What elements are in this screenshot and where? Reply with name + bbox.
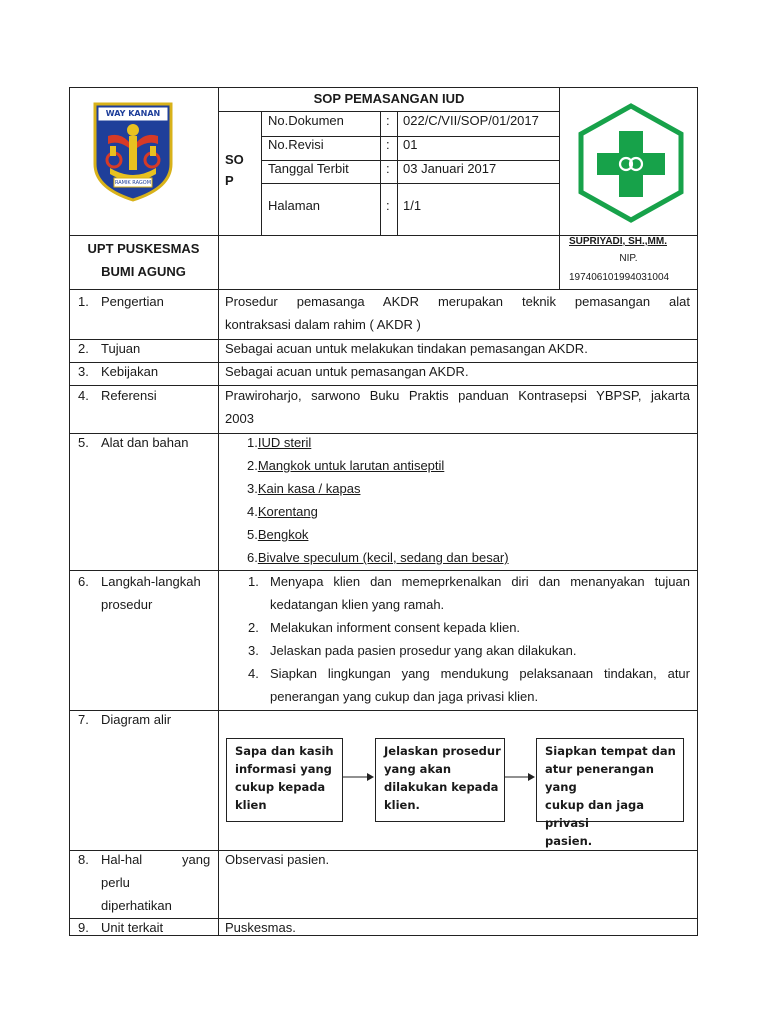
signer-name: SUPRIYADI, SH.,MM.	[569, 236, 667, 247]
row-content-line: 2003	[225, 411, 254, 426]
list-item-number: 1.	[247, 435, 258, 450]
logo-motto: RAMIK RAGOM	[114, 180, 152, 186]
list-item-text: Bengkok	[257, 527, 309, 542]
meta-value-no-revisi: 01	[403, 137, 418, 152]
flow-box-line: pasien.	[545, 834, 593, 848]
flow-box-2	[375, 738, 505, 822]
meta-sep: :	[386, 113, 390, 128]
meta-label-no-revisi: No.Revisi	[268, 137, 324, 152]
list-item	[247, 550, 509, 566]
logo-label: WAY KANAN	[105, 109, 161, 118]
signer-nip: 197406101994031004	[569, 272, 670, 283]
flow-box-line: Sapa dan kasih	[235, 744, 334, 758]
row-label-tujuan: Tujuan	[101, 341, 141, 356]
flow-arrow-icon	[505, 771, 536, 783]
row-number: 8.	[78, 852, 89, 867]
row-label-hal-hal: Hal-hal	[101, 852, 143, 867]
flow-arrow-icon	[343, 771, 375, 783]
row-number: 1.	[78, 294, 89, 309]
row-number: 3.	[78, 364, 89, 379]
step-text: Siapkan lingkungan yang mendukung pelaksanaan tindakan, atur	[270, 666, 690, 681]
list-item-number: 5.	[247, 527, 258, 542]
row-content-line: Puskesmas.	[225, 920, 296, 935]
sop-label-top: SO	[225, 152, 244, 167]
list-item-number: 6.	[247, 550, 258, 565]
list-item-number: 2.	[247, 458, 258, 473]
row-number: 6.	[78, 574, 89, 589]
row-label-unit-terkait: Unit terkait	[101, 920, 164, 935]
row-number: 9.	[78, 920, 89, 935]
row-label-pengertian: Pengertian	[101, 294, 164, 309]
row-label-kebijakan: Kebijakan	[101, 364, 159, 379]
list-item	[247, 435, 311, 451]
flow-box-line: klien	[235, 798, 267, 812]
step-number: 3.	[248, 643, 259, 658]
list-item-text: Mangkok untuk larutan antiseptil	[257, 458, 445, 473]
step-number: 2.	[248, 620, 259, 635]
list-item	[247, 481, 360, 497]
row-number: 5.	[78, 435, 89, 450]
way-kanan-logo	[92, 102, 174, 202]
step-text: penerangan yang cukup dan jaga privasi klien.	[270, 689, 539, 704]
flow-box-1	[226, 738, 343, 822]
flow-box-line: informasi yang	[235, 762, 332, 776]
flow-box-line: atur penerangan yang	[545, 762, 654, 794]
meta-sep: :	[386, 137, 390, 152]
list-item-text: Korentang	[257, 504, 318, 519]
row-label-perlu: perlu	[101, 875, 130, 890]
row-content-line: kontraksasi dalam rahim ( AKDR )	[225, 317, 421, 332]
row-label-diperhatikan: diperhatikan	[101, 898, 172, 913]
sop-label-bottom: P	[225, 173, 234, 188]
meta-sep: :	[386, 198, 390, 213]
meta-label-halaman: Halaman	[268, 198, 321, 213]
row-content-line: Prawiroharjo, sarwono Buku Praktis panduan Kontrasepsi YBPSP, jakarta	[225, 388, 690, 403]
list-item	[247, 527, 308, 543]
row-label-diagram-alir: Diagram alir	[101, 712, 172, 727]
list-item-text: Bivalve speculum (kecil, sedang dan besar)	[257, 550, 509, 565]
row-number: 7.	[78, 712, 89, 727]
row-label-langkah-line2: prosedur	[101, 597, 153, 612]
flow-box-3	[536, 738, 684, 848]
flow-box-line: Siapkan tempat dan	[545, 744, 676, 758]
org-name-line2: BUMI AGUNG	[101, 264, 186, 279]
flow-box-line: dilakukan kepada	[384, 780, 499, 794]
signer-nip-label: NIP.	[619, 253, 638, 264]
list-item	[247, 504, 318, 520]
meta-sep: :	[386, 161, 390, 176]
row-label-langkah-line1: Langkah-langkah	[101, 574, 201, 589]
row-label-referensi: Referensi	[101, 388, 157, 403]
list-item-number: 3.	[247, 481, 258, 496]
step-text: Melakukan informent consent kepada klien.	[270, 620, 521, 635]
row-label-alat-dan-bahan: Alat dan bahan	[101, 435, 189, 450]
row-content-line: Observasi pasien.	[225, 852, 330, 867]
meta-label-no-dokumen: No.Dokumen	[268, 113, 344, 128]
step-text: kedatangan klien yang ramah.	[270, 597, 445, 612]
document-title: SOP PEMASANGAN IUD	[313, 91, 465, 106]
step-number: 4.	[248, 666, 259, 681]
meta-value-tanggal-terbit: 03 Januari 2017	[403, 161, 497, 176]
row-content-line: Sebagai acuan untuk melakukan tindakan pemasangan AKDR.	[225, 341, 588, 356]
meta-label-tanggal-terbit: Tanggal Terbit	[268, 161, 349, 176]
list-item	[247, 458, 444, 474]
org-name-line1: UPT PUSKESMAS	[87, 241, 200, 256]
meta-value-no-dokumen: 022/C/VII/SOP/01/2017	[403, 113, 539, 128]
flow-box-line: cukup dan jaga privasi	[545, 798, 644, 830]
meta-value-halaman: 1/1	[403, 198, 422, 213]
flow-box-line: cukup kepada	[235, 780, 326, 794]
flow-box-line: Jelaskan prosedur	[384, 744, 501, 758]
list-item-number: 4.	[247, 504, 258, 519]
flow-box-line: yang akan	[384, 762, 452, 776]
row-content-line: Prosedur pemasanga AKDR merupakan teknik pemasangan alat	[225, 294, 690, 309]
row-content-line: Sebagai acuan untuk pemasangan AKDR.	[225, 364, 469, 379]
list-item-text: IUD steril	[257, 435, 312, 450]
flow-box-line: klien.	[384, 798, 420, 812]
row-number: 4.	[78, 388, 89, 403]
list-item-text: Kain kasa / kapas	[257, 481, 361, 496]
step-text: Menyapa klien dan memeprkenalkan diri dan menanyakan tujuan	[270, 574, 690, 589]
puskesmas-logo	[577, 103, 685, 223]
step-number: 1.	[248, 574, 259, 589]
row-label-yang: yang	[182, 852, 211, 867]
row-number: 2.	[78, 341, 89, 356]
step-text: Jelaskan pada pasien prosedur yang akan dilakukan.	[270, 643, 577, 658]
